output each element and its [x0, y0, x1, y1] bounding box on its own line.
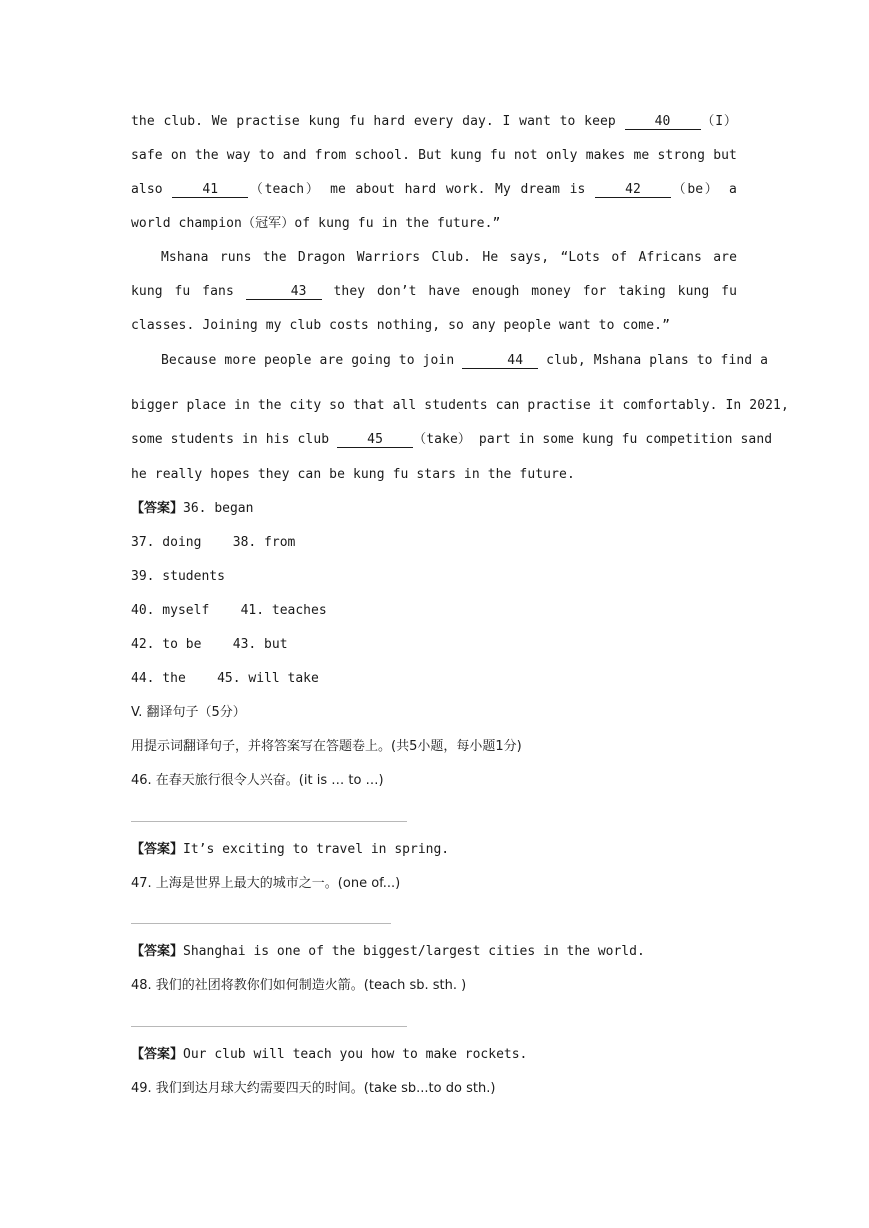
passage-text: club, Mshana plans to find a — [538, 353, 769, 368]
answer-line-36 — [131, 499, 253, 519]
answer-text: Shanghai is one of the biggest/largest cities in the world. — [183, 944, 645, 959]
answer-tag: 【答案】 — [131, 944, 184, 959]
answer-line-48 — [131, 1045, 527, 1065]
blank-45: 45 — [337, 433, 413, 448]
answer-line-46 — [131, 840, 449, 860]
passage-paragraph-3-line-3 — [131, 423, 773, 457]
answer-rule — [131, 1026, 407, 1027]
answer-tag: 【答案】 — [131, 1047, 184, 1062]
answer-line-37: 37. doing 38. from — [131, 535, 296, 550]
passage-text: （take） part in some kung fu competition sand — [413, 432, 773, 447]
question-46: 46. 在春天旅行很令人兴奋。(it is … to …) — [131, 773, 384, 788]
section-heading: V. 翻译句子（5分） — [131, 705, 246, 720]
passage-text: （I） safe on the way to and from school. But kung fu not only makes me strong but also — [131, 114, 737, 197]
passage-text: Because more people are going to join — [161, 353, 463, 368]
blank-43: 43 — [246, 285, 322, 300]
blank-42: 42 — [595, 183, 671, 198]
answer-text: 36. began — [183, 501, 254, 516]
passage-text: the club. We practise kung fu hard every day. I want to keep — [131, 114, 625, 129]
passage-text: some students in his club — [131, 432, 338, 447]
question-49: 49. 我们到达月球大约需要四天的时间。(take sb...to do sth.) — [131, 1081, 496, 1096]
question-48: 48. 我们的社团将教你们如何制造火箭。(teach sb. sth. ) — [131, 978, 467, 993]
passage-text: （be） a world champion（冠军）of kung fu in the future.” — [131, 182, 737, 231]
passage-text: they don’t have enough money for taking kung fu classes. Joining my club costs nothing, so any people want to come.” — [131, 284, 738, 333]
blank-40: 40 — [625, 115, 701, 130]
answer-rule — [131, 821, 407, 822]
answer-line-40: 40. myself 41. teaches — [131, 603, 327, 618]
answer-tag: 【答案】 — [131, 842, 184, 857]
passage-text: Mshana runs the Dragon Warriors Club. He says, “Lots of Africans are kung fu fans — [131, 250, 737, 299]
passage-paragraph-3-line-2: bigger place in the city so that all students can practise it comfortably. In 2021, — [131, 398, 789, 413]
blank-44: 44 — [462, 354, 538, 369]
passage-text: （teach） me about hard work. My dream is — [248, 182, 596, 197]
answer-text: Our club will teach you how to make rockets. — [183, 1047, 528, 1062]
passage-paragraph-2 — [131, 241, 737, 343]
answer-tag: 【答案】 — [131, 501, 184, 516]
answer-text: It’s exciting to travel in spring. — [183, 842, 450, 857]
answer-line-39: 39. students — [131, 569, 225, 584]
passage-paragraph-1 — [131, 105, 737, 241]
answer-line-44: 44. the 45. will take — [131, 671, 319, 686]
answer-line-47 — [131, 942, 645, 962]
question-47: 47. 上海是世界上最大的城市之一。(one of...) — [131, 876, 401, 891]
blank-41: 41 — [172, 183, 248, 198]
section-instruction: 用提示词翻译句子，并将答案写在答题卷上。(共5小题，每小题1分) — [131, 739, 522, 754]
passage-paragraph-3-line-4: he really hopes they can be kung fu stars in the future. — [131, 467, 575, 482]
passage-paragraph-3-line-1 — [131, 344, 769, 378]
answer-rule — [131, 923, 391, 924]
answer-line-42: 42. to be 43. but — [131, 637, 288, 652]
